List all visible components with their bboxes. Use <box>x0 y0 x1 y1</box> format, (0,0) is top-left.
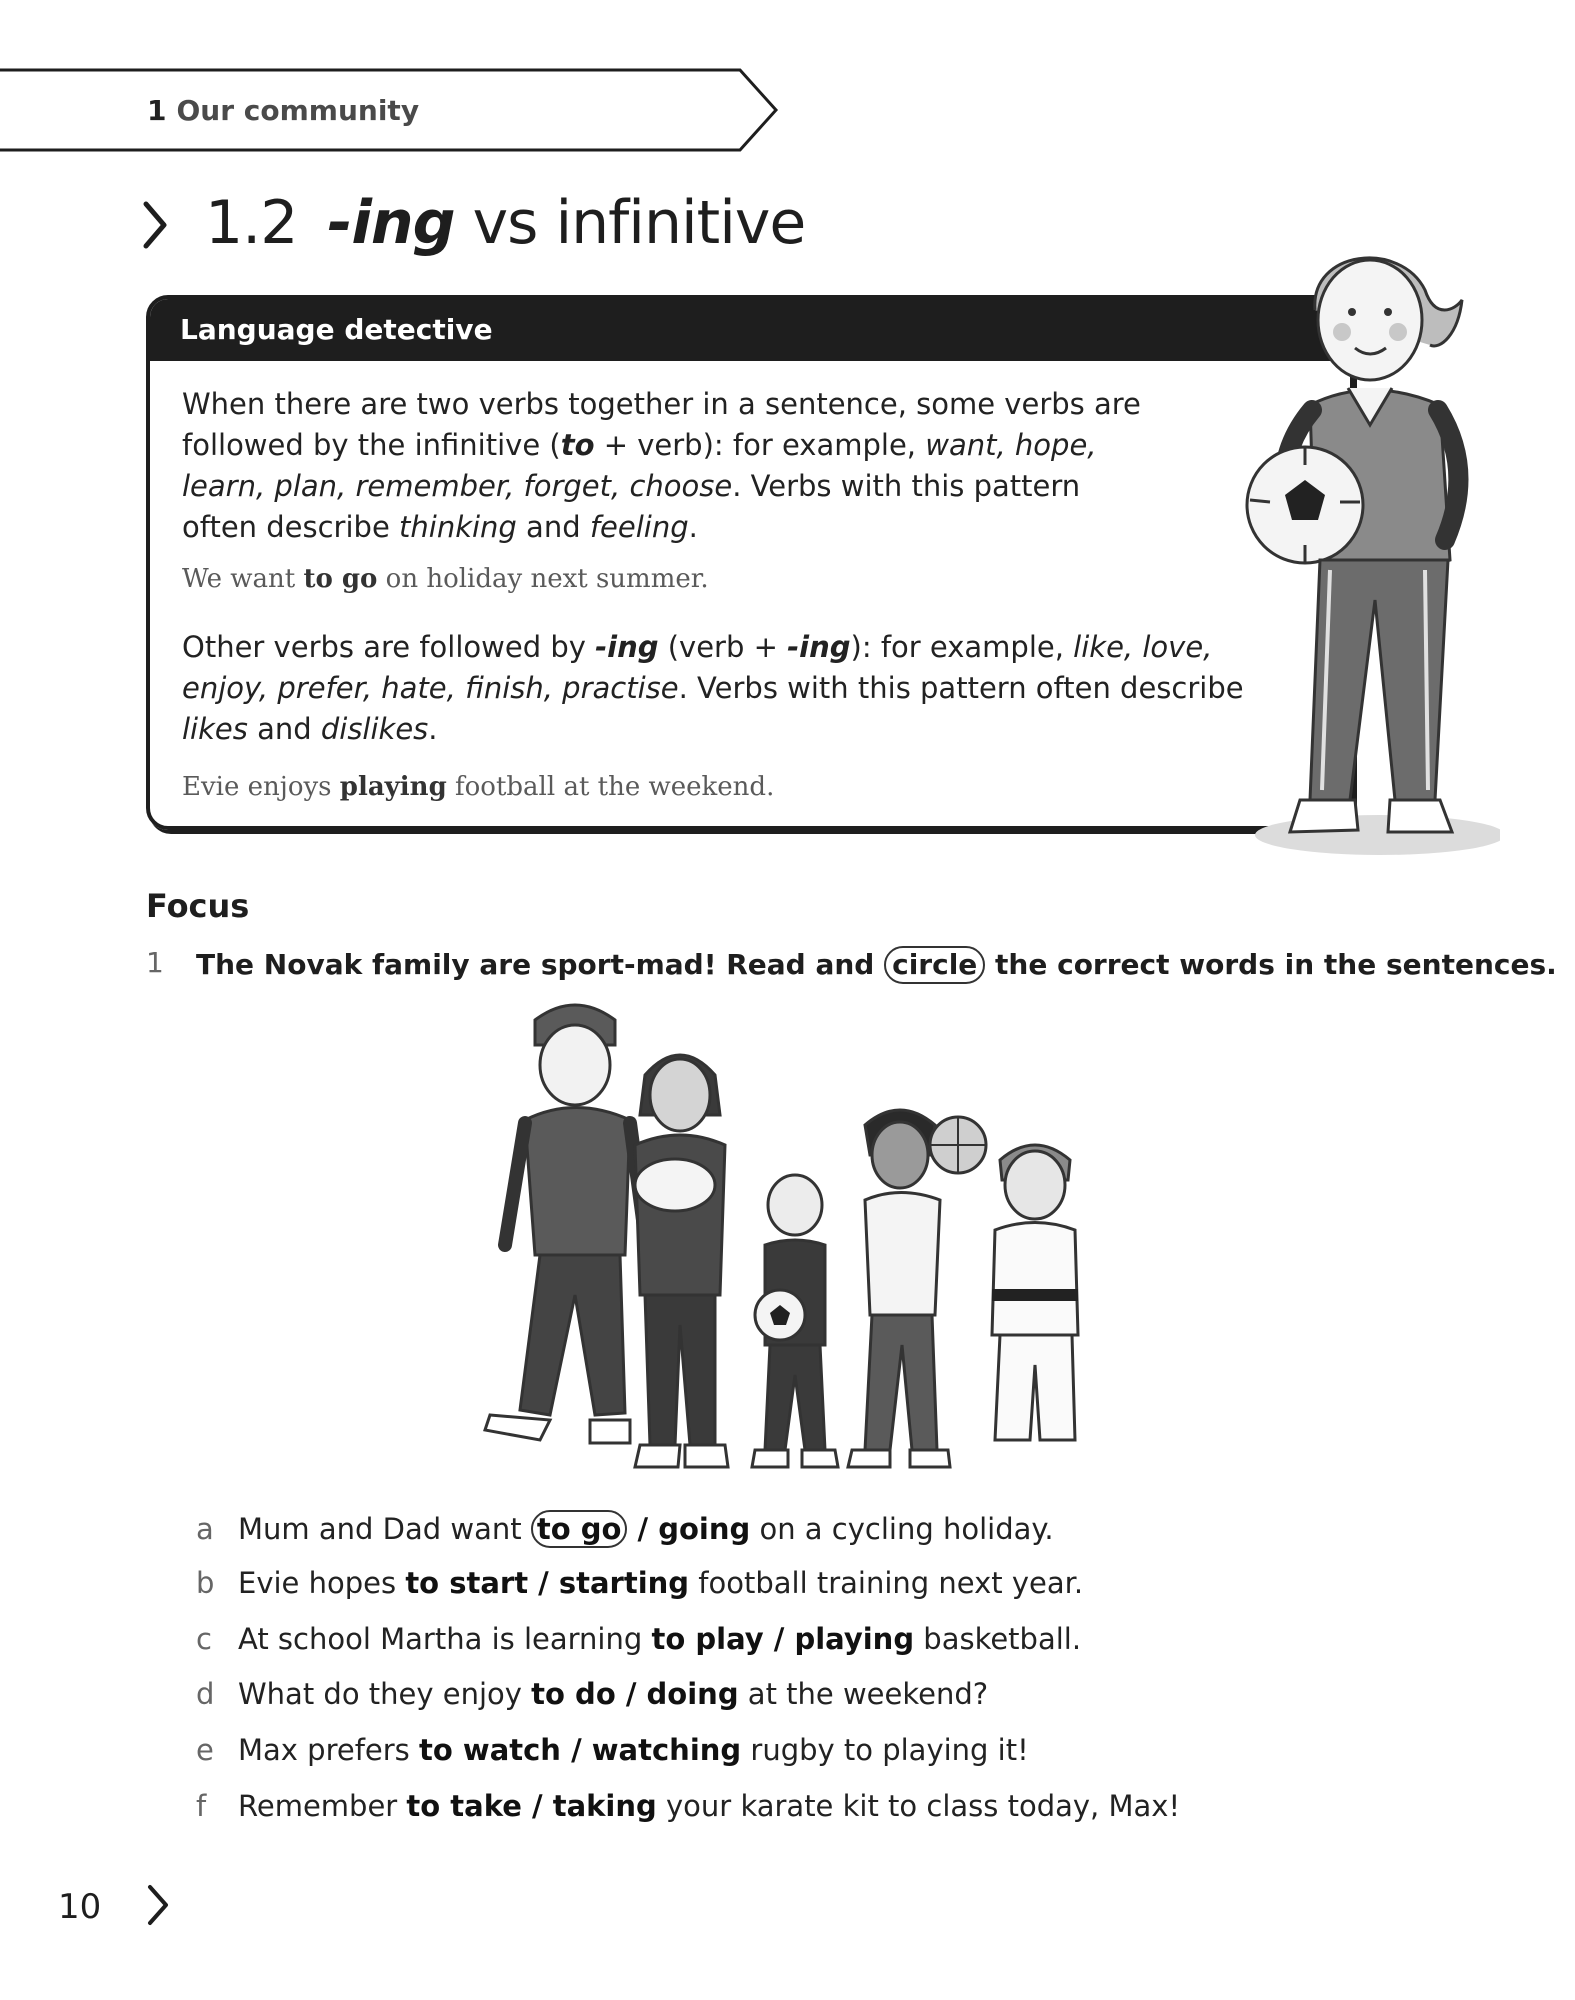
option-separator: / <box>763 1622 795 1656</box>
option-separator: / <box>615 1677 647 1711</box>
sentence-letter: e <box>196 1733 214 1767</box>
lesson-title <box>205 188 805 258</box>
option-ing[interactable]: watching <box>591 1733 742 1767</box>
option-ing[interactable]: taking <box>552 1789 657 1823</box>
ing-example <box>182 772 774 802</box>
option-infinitive[interactable]: to take <box>406 1789 522 1823</box>
sentence-pre: Mum and Dad want <box>238 1512 531 1546</box>
lesson-title-ing: -ing <box>327 188 455 258</box>
option-ing[interactable]: playing <box>794 1622 915 1656</box>
example1-post: on holiday next summer. <box>377 564 709 594</box>
chapter-title <box>147 94 419 127</box>
rule2-end: . <box>428 712 438 746</box>
example1-pre: We want <box>182 564 304 594</box>
language-detective-box <box>146 295 1354 830</box>
sentence-pre: Max prefers <box>238 1733 420 1767</box>
rule2-text-3: ): for example, <box>850 630 1074 664</box>
sentence-post: basketball. <box>914 1622 1082 1656</box>
sentence-b <box>196 1566 1083 1600</box>
sentence-pre: What do they enjoy <box>238 1677 532 1711</box>
rule2-dislikes: dislikes <box>320 712 429 746</box>
girl-with-football-illustration <box>1230 240 1500 860</box>
rule1-end: . <box>688 510 698 544</box>
sentence-letter: d <box>196 1677 215 1711</box>
option-ing[interactable]: starting <box>558 1566 690 1600</box>
chapter-name: Our community <box>176 94 420 127</box>
infinitive-example <box>182 564 709 594</box>
rule1-feeling: feeling <box>589 510 689 544</box>
page-number: 10 <box>58 1887 102 1927</box>
option-infinitive-circled[interactable]: to go <box>531 1510 628 1548</box>
ing-rule <box>182 627 1292 750</box>
max-figure <box>992 1145 1078 1440</box>
sentence-d <box>196 1677 988 1711</box>
dad-figure <box>485 1005 645 1443</box>
evie-figure <box>752 1175 838 1467</box>
sentence-e <box>196 1733 1029 1767</box>
focus-heading: Focus <box>146 887 250 925</box>
sentence-post: rugby to playing it! <box>741 1733 1029 1767</box>
sentence-letter: a <box>196 1512 214 1546</box>
sentence-post: football training next year. <box>689 1566 1084 1600</box>
option-ing[interactable]: doing <box>646 1677 739 1711</box>
option-separator: / <box>528 1566 559 1600</box>
option-separator: / <box>521 1789 553 1823</box>
infinitive-rule <box>182 384 1162 548</box>
language-detective-heading: Language detective <box>150 299 1350 361</box>
title-chevron-icon <box>140 200 170 250</box>
lesson-title-rest: vs infinitive <box>454 188 806 258</box>
rule2-examples: like, love, enjoy, prefer, hate, finish, practise <box>182 630 1213 705</box>
sentence-a <box>196 1510 1054 1548</box>
rule2-text-1: Other verbs are followed by <box>182 630 596 664</box>
rule2-likes: likes <box>182 712 248 746</box>
sentence-pre: At school Martha is learning <box>238 1622 652 1656</box>
question-instruction <box>196 946 1557 984</box>
sentence-letter: f <box>196 1789 207 1823</box>
rule1-to: to <box>560 428 595 462</box>
sentence-post: your karate kit to class today, Max! <box>656 1789 1181 1823</box>
sentence-pre: Evie hopes <box>238 1566 406 1600</box>
option-separator: / <box>627 1512 659 1546</box>
novak-family-illustration <box>480 995 1160 1495</box>
rule1-text-1: When there are two verbs together in a sentence, some verbs are followed by the infinitive ( <box>182 387 1141 462</box>
rule1-text-3: . Verbs with this pattern often describe <box>182 469 1081 544</box>
martha-figure <box>848 1110 986 1467</box>
question-number: 1 <box>146 946 164 979</box>
rule2-and: and <box>247 712 321 746</box>
example1-bold: to go <box>303 564 378 594</box>
example2-post: football at the weekend. <box>446 772 775 802</box>
rule1-thinking: thinking <box>399 510 517 544</box>
sentence-c <box>196 1622 1081 1656</box>
option-separator: / <box>560 1733 592 1767</box>
option-infinitive[interactable]: to watch <box>419 1733 561 1767</box>
sentence-post: at the weekend? <box>738 1677 989 1711</box>
instruction-post: the correct words in the sentences. <box>985 948 1557 981</box>
lesson-number: 1.2 <box>205 188 298 258</box>
rule1-and: and <box>516 510 590 544</box>
rule2-ing: -ing <box>595 630 659 664</box>
option-infinitive[interactable]: to start <box>405 1566 529 1600</box>
rule2-ing-2: -ing <box>787 630 851 664</box>
instruction-pre: The Novak family are sport-mad! Read and <box>196 948 885 981</box>
sentence-letter: b <box>196 1566 215 1600</box>
rule1-examples: want, hope, learn, plan, remember, forget, choose <box>182 428 1097 503</box>
rule2-text-4: . Verbs with this pattern often describe <box>678 671 1244 705</box>
instruction-circle-word: circle <box>884 946 985 984</box>
sentence-letter: c <box>196 1622 212 1656</box>
chapter-number: 1 <box>147 94 167 127</box>
sentence-f <box>196 1789 1180 1823</box>
sentence-pre: Remember <box>238 1789 407 1823</box>
example2-bold: playing <box>339 772 447 802</box>
mum-figure <box>635 1055 728 1467</box>
option-infinitive[interactable]: to play <box>651 1622 764 1656</box>
option-ing[interactable]: going <box>658 1512 751 1546</box>
option-infinitive[interactable]: to do <box>531 1677 616 1711</box>
rule1-text-2: + verb): for example, <box>594 428 926 462</box>
example2-pre: Evie enjoys <box>182 772 340 802</box>
rule2-text-2: (verb + <box>658 630 788 664</box>
next-page-chevron-icon <box>146 1884 170 1926</box>
sentence-post: on a cycling holiday. <box>750 1512 1054 1546</box>
